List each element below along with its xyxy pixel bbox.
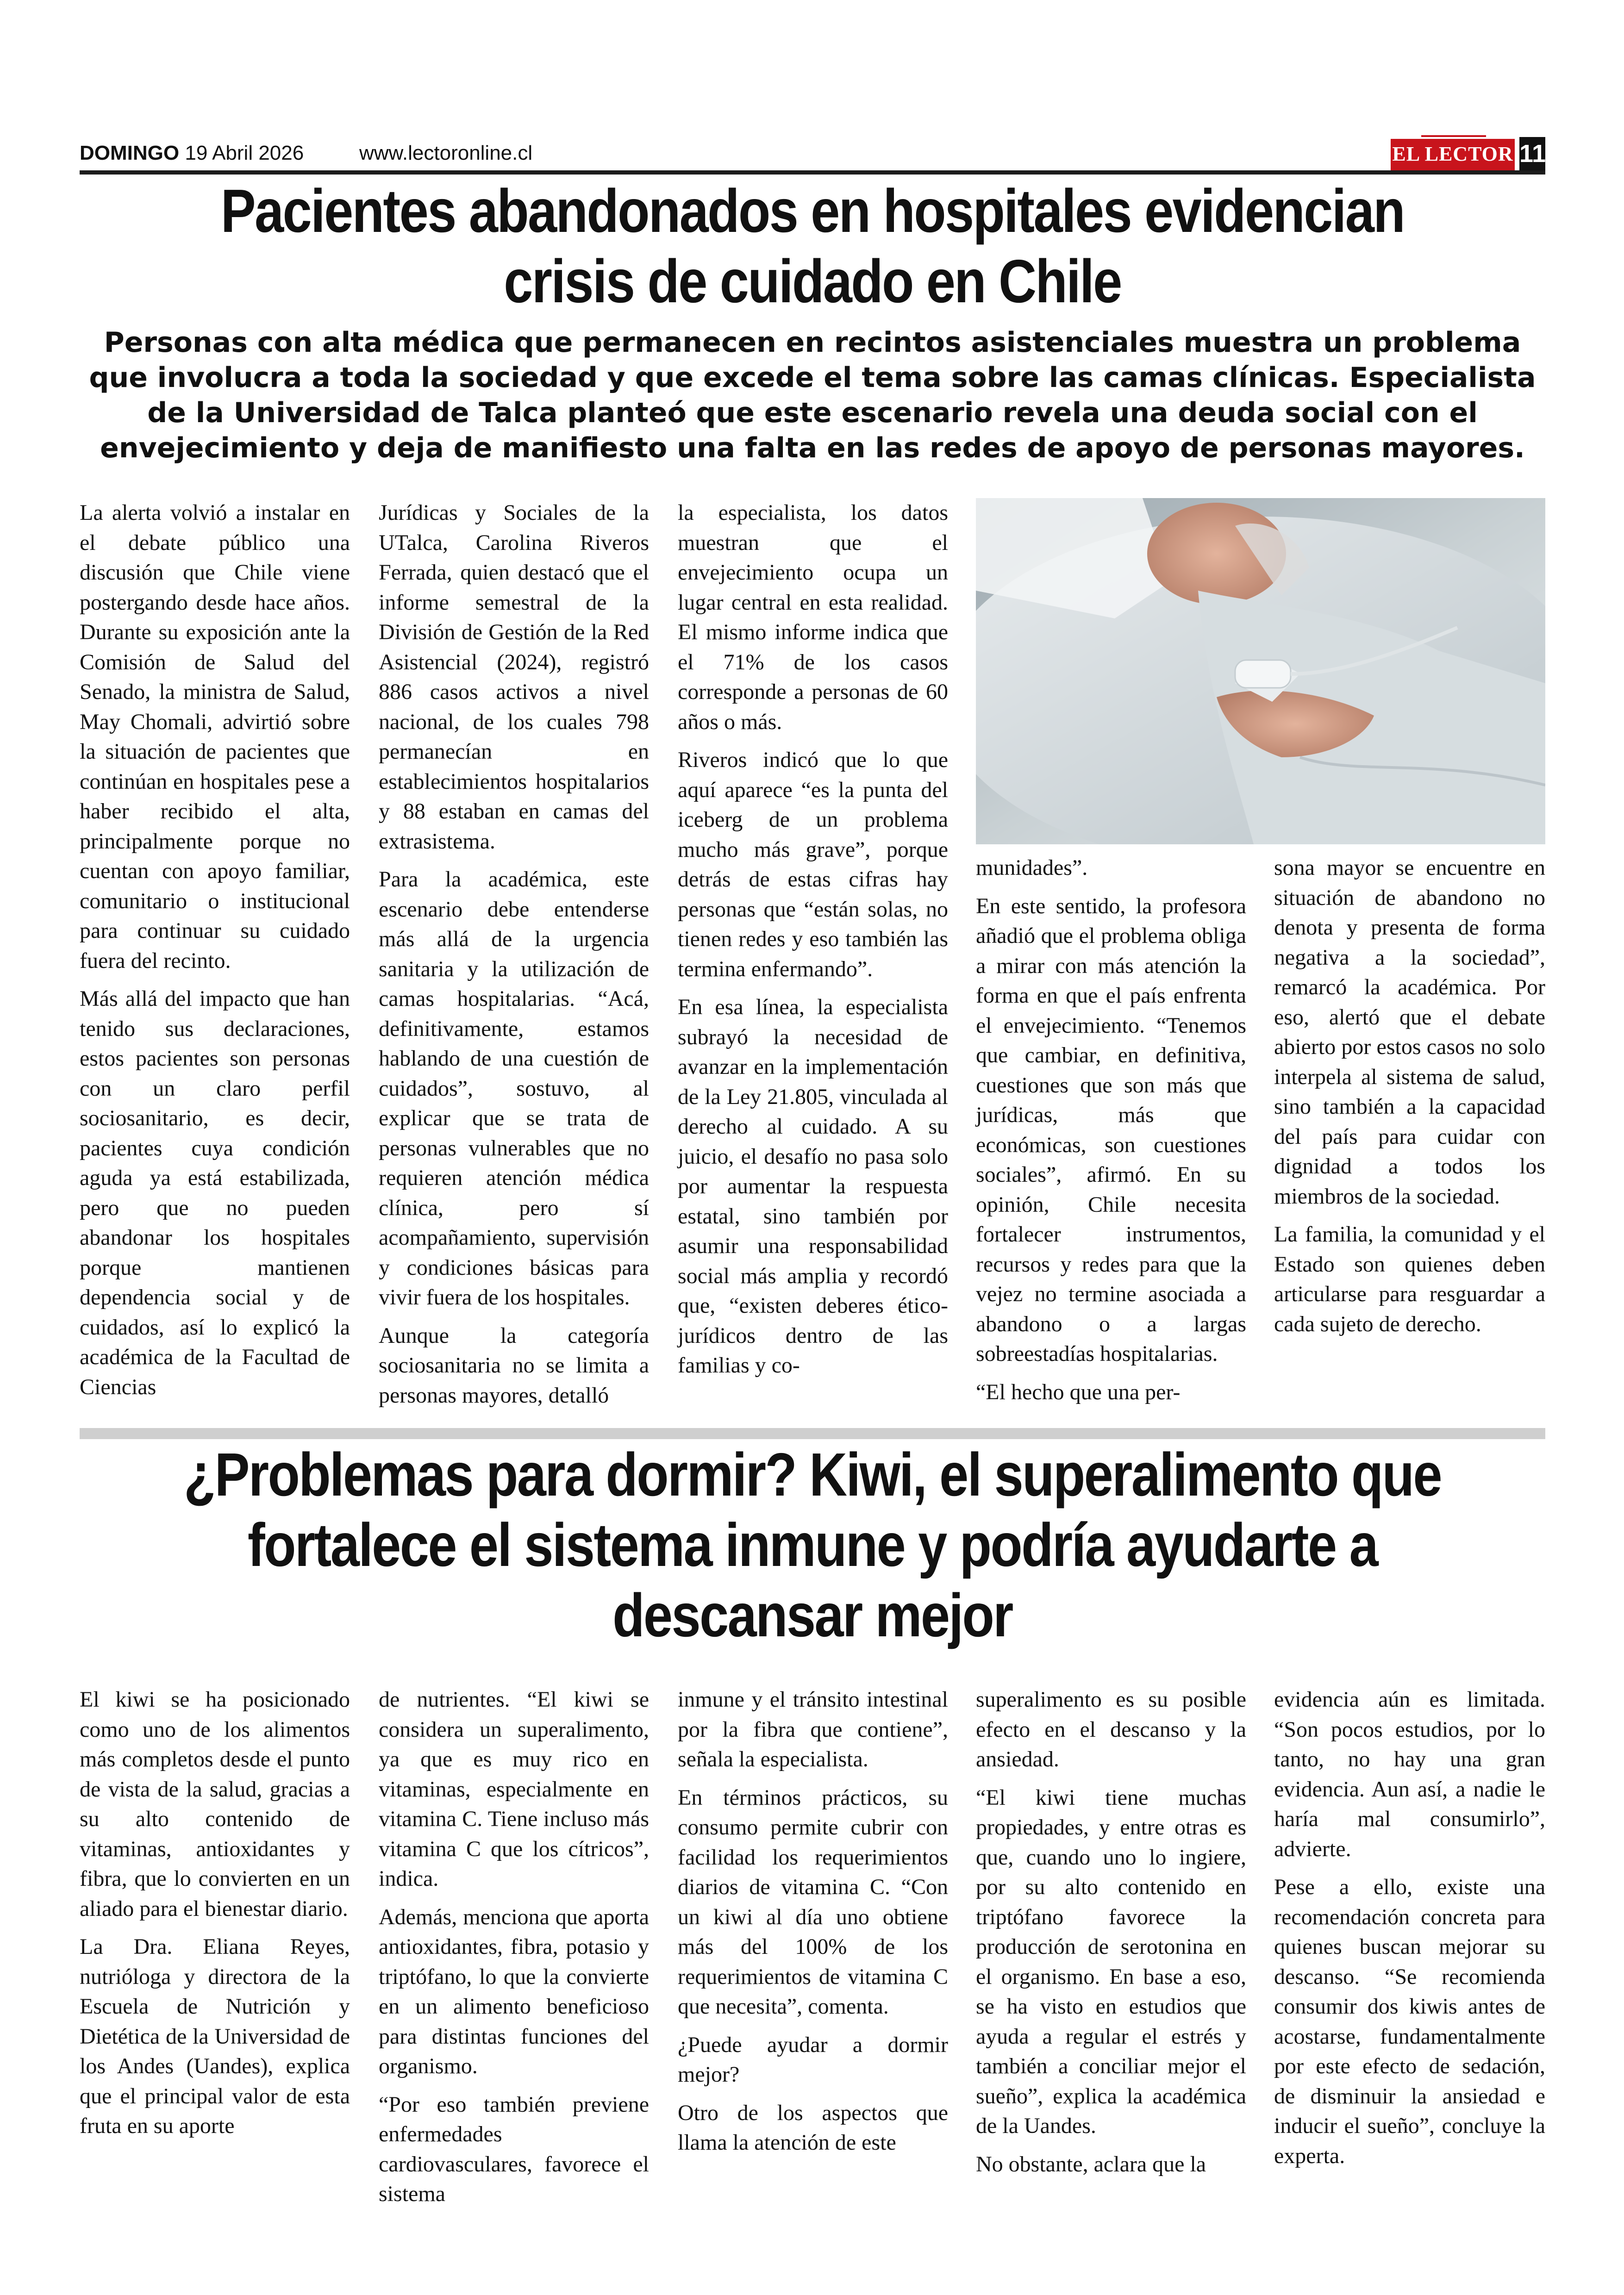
article2-column-4 bbox=[976, 1685, 1246, 2179]
paragraph: sona mayor se encuentre en situación de abandono no denota y presenta de forma negativa a la sociedad”, remarcó la académica. Por eso, alertó que el debate abierto por estos casos no solo interpela al sistema de salud, sino también a la capacidad del país para cuidar con dignidad a todos los miembros de la sociedad. bbox=[1274, 855, 1545, 1209]
paragraph: La alerta volvió a instalar en el debate público una discusión que Chile viene postergando desde hace años. Durante su exposición ante la Comisión de Salud del Senado, la ministra de Salud, May Chomali, advirtió sobre la situación de pacientes que continúan en hospitales pese a haber recibido el alta, principalmente porque no cuentan con apoyo familiar, comunitario o institucional para continuar su cuidado fuera del recinto. bbox=[80, 500, 350, 973]
article1-column-1 bbox=[80, 498, 350, 1402]
paragraph: Riveros indicó que lo que aquí aparece “es la punta del iceberg de un problema mucho más grave”, porque detrás de estas cifras hay personas que “están solas, no tienen redes y eso también las termina enfermando”. bbox=[678, 748, 948, 981]
newspaper-logo: EL LECTOR bbox=[1391, 139, 1515, 170]
article1-column-4 bbox=[976, 853, 1246, 1407]
article2-column-1 bbox=[80, 1685, 350, 2141]
paragraph: Jurídicas y Sociales de la UTalca, Carolina Riveros Ferrada, quien destacó que el informe semestral de la División de Gestión de la Red Asistencial (2024), registró 886 casos activos a nivel nacional, de los cuales 798 permanecían en establecimientos hospitalarios y 88 estaban en camas del extrasistema. bbox=[379, 500, 649, 854]
paragraph: Aunque la categoría sociosanitaria no se limita a personas mayores, detalló bbox=[379, 1323, 649, 1408]
article2-column-5 bbox=[1274, 1685, 1545, 2171]
article2-headline-line3: descansar mejor bbox=[612, 1581, 1012, 1649]
article-separator bbox=[80, 1428, 1545, 1439]
paragraph: de nutrientes. “El kiwi se considera un superalimento, ya que es muy rico en vitaminas, especialmente en vitamina C. Tiene incluso más vitamina C que los cítricos”, indica. bbox=[379, 1687, 649, 1891]
article1-headline-line1: Pacientes abandonados en hospitales evidencian bbox=[220, 177, 1405, 245]
paragraph: En este sentido, la profesora añadió que el problema obliga a mirar con más atención la forma en que el país enfrenta el envejecimiento. “Tenemos que cambiar, en definitiva, cuestiones que son más que jurídicas, más que económicas, son cuestiones sociales”, afirmó. En su opinión, Chile necesita fortalecer instrumentos, recursos y redes para que la vejez no termine asociada a abandono o a largas sobreestadías hospitalarias. bbox=[976, 893, 1246, 1366]
paragraph: la especialista, los datos muestran que el envejecimiento ocupa un lugar central en esta realidad. El mismo informe indica que el 71% de los casos corresponde a personas de 60 años o más. bbox=[678, 500, 948, 734]
paragraph: En esa línea, la especialista subrayó la necesidad de avanzar en la implementación de la Ley 21.805, vinculada al derecho al cuidado. A su juicio, el desafío no pasa solo por aumentar la respuesta estatal, sino también por asumir una responsabilidad social más amplia y recordó que, “existen deberes ético-jurídicos dentro de las familias y co- bbox=[678, 995, 948, 1378]
article2-headline-line1: ¿Problemas para dormir? Kiwi, el superalimento que bbox=[184, 1441, 1441, 1509]
article1-headline bbox=[182, 176, 1443, 317]
paragraph: superalimento es su posible efecto en el descanso y la ansiedad. bbox=[976, 1687, 1246, 1771]
hospital-patient-image bbox=[976, 498, 1545, 844]
paragraph: Para la académica, este escenario debe entenderse más allá de la urgencia sanitaria y la utilización de camas hospitalarias. “Acá, definitivamente, estamos hablando de una cuestión de cuidados”, sostuvo, al explicar que se trata de personas vulnerables que no requieren atención médica clínica, pero sí acompañamiento, supervisión y condiciones básicas para vivir fuera de los hospitales. bbox=[379, 867, 649, 1310]
article2-headline bbox=[182, 1440, 1443, 1651]
edition-day: DOMINGO bbox=[80, 142, 180, 164]
article1-photo bbox=[976, 498, 1545, 844]
header-rule bbox=[80, 170, 1545, 175]
paragraph: La Dra. Eliana Reyes, nutrióloga y directora de la Escuela de Nutrición y Dietética de la Universidad de los Andes (Uandes), explica que el principal valor de esta fruta en su aporte bbox=[80, 1934, 350, 2138]
page-number: 11 bbox=[1519, 137, 1545, 170]
paragraph: La familia, la comunidad y el Estado son quienes deben articularse para resguardar a cada sujeto de derecho. bbox=[1274, 1222, 1545, 1336]
paragraph: En términos prácticos, su consumo permite cubrir con facilidad los requerimientos diarios de vitamina C. “Con un kiwi al día uno obtiene más del 100% de los requerimientos de vitamina C que necesita”, comenta. bbox=[678, 1785, 948, 2019]
article1-headline-line2: crisis de cuidado en Chile bbox=[504, 247, 1121, 315]
paragraph: inmune y el tránsito intestinal por la fibra que contiene”, señala la especialista. bbox=[678, 1687, 948, 1771]
logo-accent bbox=[1421, 135, 1486, 137]
paragraph: “El hecho que una per- bbox=[976, 1379, 1181, 1404]
edition-date-text: 19 Abril 2026 bbox=[185, 142, 304, 164]
article1-column-5 bbox=[1274, 853, 1545, 1339]
paragraph: Más allá del impacto que han tenido sus declaraciones, estos pacientes son personas con un claro perfil sociosanitario, es decir, pacientes cuya condición aguda ya está estabilizada, pero que no pueden abandonar los hospitales porque mantienen dependencia social y de cuidados, así lo explicó la académica de la Facultad de Ciencias bbox=[80, 986, 350, 1399]
paragraph: evidencia aún es limitada. “Son pocos estudios, por lo tanto, no hay una gran evidencia. Aun así, a nadie le haría mal consumirlo”, advierte. bbox=[1274, 1687, 1545, 1861]
article1-column-2 bbox=[379, 498, 649, 1410]
paragraph: ¿Puede ayudar a dormir mejor? bbox=[678, 2032, 948, 2087]
paragraph: munidades”. bbox=[976, 855, 1088, 880]
article1-deck: Personas con alta médica que permanecen en recintos asistenciales muestra un problema que involucra a toda la sociedad y que excede el tema sobre las camas clínicas. Especialista de la Universidad de Talca planteó que este escenario revela una deuda social con el envejecimiento y deja de manifiesto una falta en las redes de apoyo de personas mayores. bbox=[89, 326, 1536, 464]
site-url[interactable]: www.lectoronline.cl bbox=[359, 142, 533, 164]
article2-column-3 bbox=[678, 1685, 948, 2158]
paragraph: Además, menciona que aporta antioxidantes, fibra, potasio y triptófano, lo que la convierte en un alimento beneficioso para distintas funciones del organismo. bbox=[379, 1904, 649, 2078]
paragraph: Otro de los aspectos que llama la atención de este bbox=[678, 2100, 948, 2155]
paragraph: Pese a ello, existe una recomendación concreta para quienes buscan mejorar su descanso. “Se recomienda consumir dos kiwis antes de acostarse, fundamentalmente por este efecto de sedación, de disminuir la ansiedad e inducir el sueño”, concluye la experta. bbox=[1274, 1875, 1545, 2168]
article2-headline-line2: fortalece el sistema inmune y podría ayudarte a bbox=[247, 1511, 1378, 1579]
article2-column-2 bbox=[379, 1685, 649, 2209]
edition-date bbox=[80, 142, 304, 165]
paragraph: “El kiwi tiene muchas propiedades, y entre otras es que, cuando uno lo ingiere, por su alto contenido en triptófano favorece la producción de serotonina en el organismo. En base a eso, se ha visto en estudios que ayuda a regular el estrés y también a conciliar mejor el sueño”, explica la académica de la Uandes. bbox=[976, 1785, 1246, 2138]
paragraph: “Por eso también previene enfermedades cardiovasculares, favorece el sistema bbox=[379, 2092, 649, 2206]
article1-column-3 bbox=[678, 498, 948, 1381]
paragraph: El kiwi se ha posicionado como uno de los alimentos más completos desde el punto de vista de la salud, gracias a su alto contenido de vitaminas, antioxidantes y fibra, que lo convierten en un aliado para el bienestar diario. bbox=[80, 1687, 350, 1921]
paragraph: No obstante, aclara que la bbox=[976, 2152, 1206, 2177]
